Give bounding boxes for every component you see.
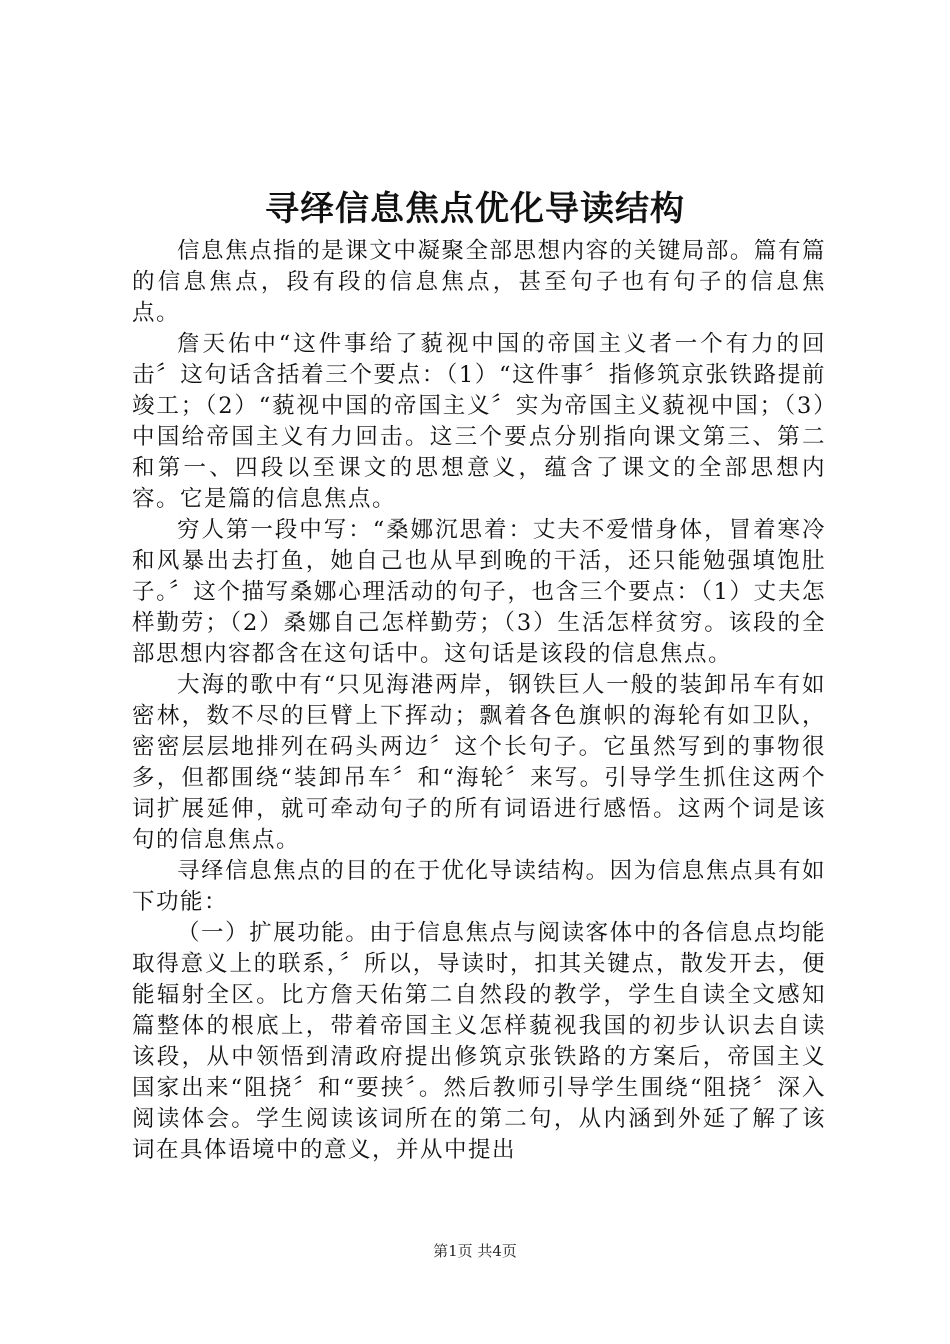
body-paragraph: 穷人第一段中写：“桑娜沉思着：丈夫不爱惜身体，冒着寒冷和风暴出去打鱼，她自己也从早到晚的干活，还只能勉强填饱肚子。〞这个描写桑娜心理活动的句子，也含三个要点：（1）丈夫怎样勤劳；（2）桑娜自己怎样勤劳；（3）生活怎样贫穷。该段的全部思想内容都含在这句话中。这句话是该段的信息焦点。 <box>132 517 826 667</box>
page-footer: 第1页 共4页 <box>433 1242 517 1260</box>
body-paragraph: 大海的歌中有“只见海港两岸，钢铁巨人一般的装卸吊车有如密林，数不尽的巨臂上下挥动；飘着各色旗帜的海轮有如卫队，密密层层地排列在码头两边〞这个长句子。它虽然写到的事物很多，但都围绕“装卸吊车〞和“海轮〞来写。引导学生抓住这两个词扩展延伸，就可牵动句子的所有词语进行感悟。这两个词是该句的信息焦点。 <box>132 672 826 853</box>
body-paragraph: 寻绎信息焦点的目的在于优化导读结构。因为信息焦点具有如下功能： <box>132 858 826 915</box>
body-paragraph: （一）扩展功能。由于信息焦点与阅读客体中的各信息点均能取得意义上的联系，〞所以，导读时，扣其关键点，散发开去，便能辐射全区。比方詹天佑第二自然段的教学，学生自读全文感知篇整体的根底上，带着帝国主义怎样藐视我国的初步认识去自读该段，从中领悟到清政府提出修筑京张铁路的方案后，帝国主义国家出来“阻挠〞和“要挟〞。然后教师引导学生围绕“阻挠〞深入阅读体会。学生阅读该词所在的第二句，从内涵到外延了解了该词在具体语境中的意义，并从中提出 <box>132 920 826 1163</box>
document-body <box>132 236 826 1166</box>
document-title: 寻绎信息焦点优化导读结构 <box>265 189 685 229</box>
body-paragraph: 詹天佑中“这件事给了藐视中国的帝国主义者一个有力的回击〞这句话含括着三个要点：（1）“这件事〞指修筑京张铁路提前竣工；（2）“藐视中国的帝国主义〞实为帝国主义藐视中国；（3）中国给帝国主义有力回击。这三个要点分别指向课文第三、第二和第一、四段以至课文的思想意义，蕴含了课文的全部思想内容。它是篇的信息焦点。 <box>132 331 826 512</box>
body-paragraph: 信息焦点指的是课文中凝聚全部思想内容的关键局部。篇有篇的信息焦点，段有段的信息焦点，甚至句子也有句子的信息焦点。 <box>132 238 826 326</box>
